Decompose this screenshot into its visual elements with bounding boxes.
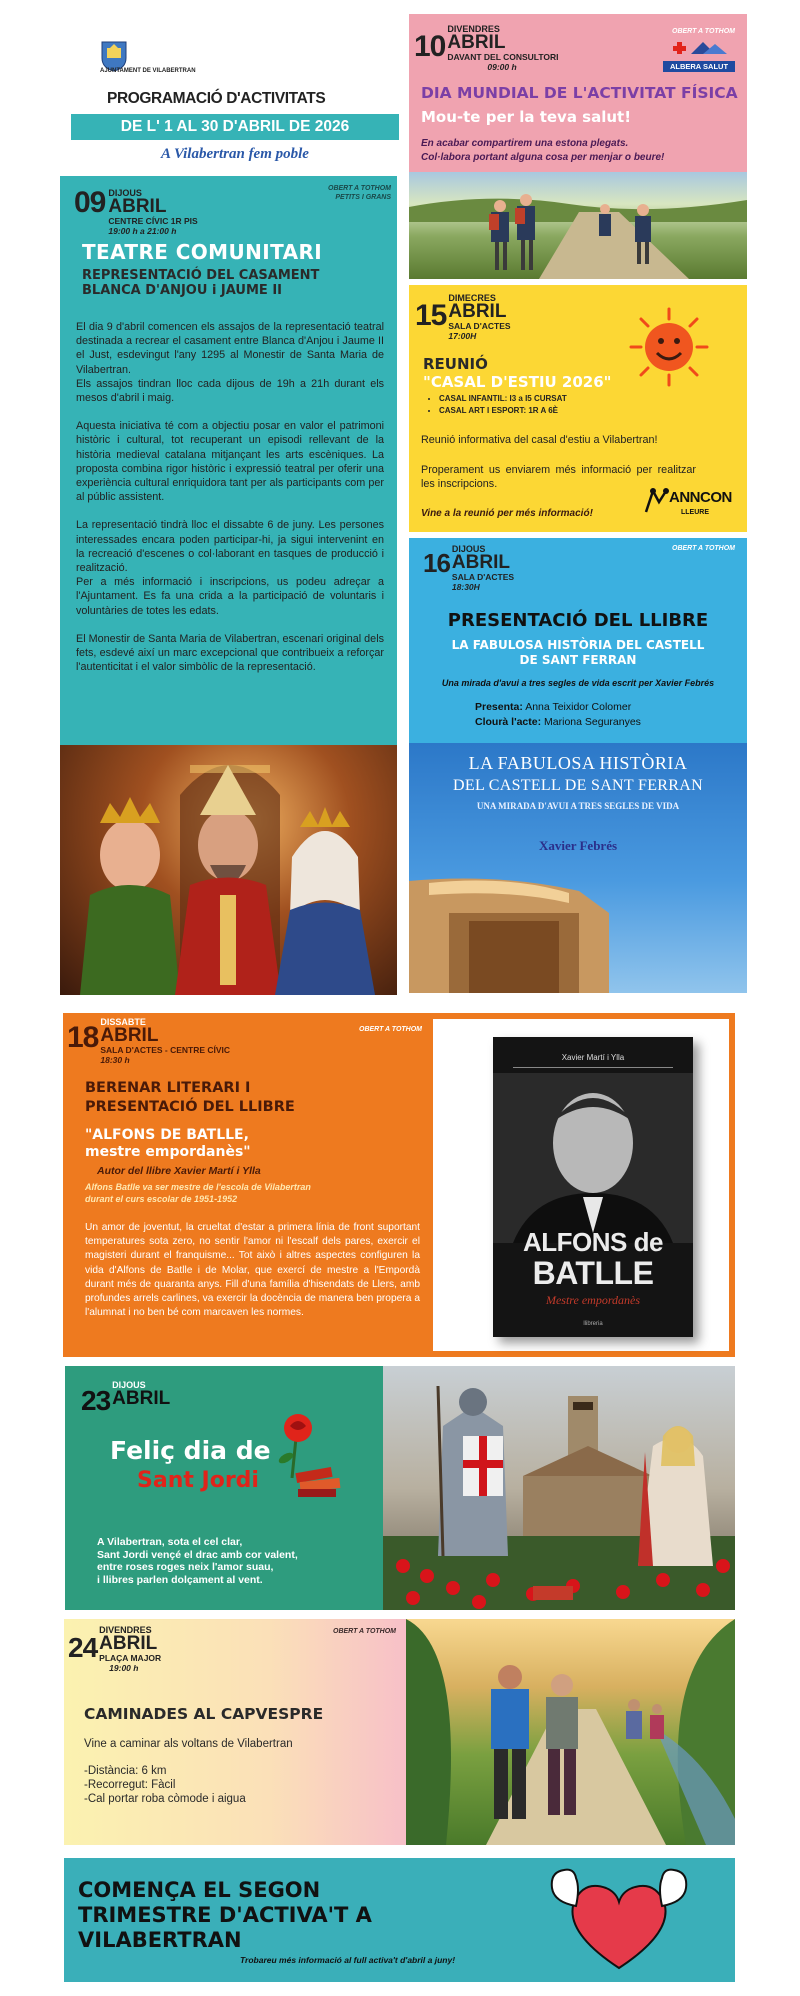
footer-note: Trobareu més informació al full activa't d'abril a juny! — [240, 1955, 456, 1965]
list-item: -Recorregut: Fàcil — [84, 1779, 176, 1791]
event-16-description: Una mirada d'avui a tres segles de vida escrit per Xavier Febrés — [441, 678, 715, 688]
event-23-month: ABRIL — [112, 1388, 171, 1409]
event-09-weekday: DIJOUS — [108, 188, 142, 198]
event-24-weekday: DIVENDRES — [99, 1625, 152, 1635]
event-10-title: DIA MUNDIAL DE L'ACTIVITAT FÍSICA — [421, 84, 738, 102]
event-10-weekday: DIVENDRES — [447, 24, 500, 34]
event-10-note-1: En acabar compartirem una estona plegats. — [421, 138, 629, 149]
event-10-audience: OBERT A TOTHOM — [672, 28, 735, 35]
event-24-place: PLAÇA MAJOR — [99, 1653, 162, 1663]
event-18-time: 18:30 h — [100, 1055, 130, 1065]
event-09-paragraph: Els assajos tindran lloc cada dijous de 19h a 21h durant els mesos d'abril i maig. — [76, 377, 384, 405]
event-16-weekday: DIJOUS — [451, 544, 486, 554]
event-09-day-number: 09 — [74, 186, 106, 219]
event-09-time: 19:00 h a 21:00 h — [108, 226, 177, 236]
event-18-note: Alfons Batlle va ser mestre de l'escola de Vilabertran durant el curs escolar de 1951-1952 — [85, 1182, 311, 1204]
slogan: A Vilabertran fem poble — [161, 146, 309, 162]
event-10-date — [414, 24, 559, 73]
event-23-subtitle: Sant Jordi — [137, 1468, 259, 1493]
event-10-place: DAVANT DEL CONSULTORI — [447, 52, 559, 62]
event-24-date — [68, 1625, 161, 1674]
event-24-month: ABRIL — [99, 1633, 158, 1654]
event-10-subtitle: Mou-te per la teva salut! — [421, 108, 632, 126]
rose-and-books-icon — [270, 1408, 350, 1498]
event-16-audience: OBERT A TOTHOM — [672, 545, 735, 552]
event-10-time: 09:00 h — [487, 62, 517, 72]
event-18-weekday: DISSABTE — [100, 1017, 146, 1027]
event-24-time: 19:00 h — [109, 1663, 139, 1673]
event-09-paragraph: Per a més informació i inscripcions, us podeu adreçar a l'Ajuntament. Es fa una crida a la participació de voluntaris i voluntàries de totes les edats. — [76, 576, 384, 617]
event-15-title: REUNIÓ — [423, 355, 488, 373]
event-15-text-1: Reunió informativa del casal d'estiu a Vilabertran! — [421, 434, 658, 446]
list-item: -Distància: 6 km — [84, 1765, 167, 1777]
event-23-weekday: DIJOUS — [112, 1380, 146, 1390]
event-18-title: BERENAR LITERARI I PRESENTACIÓ DEL LLIBRE — [85, 1080, 295, 1115]
event-16-place: SALA D'ACTES — [451, 572, 515, 582]
event-16-date — [423, 544, 514, 593]
event-16-subtitle: LA FABULOSA HISTÒRIA DEL CASTELL DE SANT FERRAN — [451, 638, 705, 667]
event-18-place: SALA D'ACTES - CENTRE CÍVIC — [100, 1045, 231, 1055]
event-18-month: ABRIL — [100, 1025, 159, 1046]
event-23-title: Feliç dia de — [110, 1436, 271, 1465]
event-10-day-number: 10 — [414, 30, 446, 63]
book-3d: Xavier Martí i Ylla ALFONS de BATLLE Mestre empordanès llibreria — [493, 1037, 693, 1337]
event-15-cta: Vine a la reunió per més informació! — [421, 508, 593, 519]
event-09-paragraph: El Monestir de Santa Maria de Vilabertran, escenari original dels fets, esdevé així un marc excepcional que contribueix a reforçar l'autenticitat i el valor simbòlic de la representació. — [76, 632, 384, 674]
event-18-card — [63, 1013, 735, 1357]
event-16-card — [409, 538, 747, 993]
anncon-lleure-logo: ANNCON LLEURE — [641, 487, 737, 527]
event-18-body: Un amor de joventut, la crueltat d'estar a primera línia de front suportant temperatures sota zero, no sentir l'amor ni l'escalf dels pares, exercir el magisteri durant el franquisme... Tot això i altres aspectes configuren la vida d'Alfons de Batlle i de Molar, que exercí de mestre a l'Empordà durant més de quaranta anys. Fill d'una família d'hisendats de Llers, amb profundes arrels carlines, va exercir la docència de manera ben propera a l'alumnat i no ben bé com marcaven les normes. — [85, 1222, 420, 1319]
list-item: • CASAL INFANTIL: I3 a I5 CURSAT — [439, 393, 567, 405]
event-15-date — [415, 293, 511, 342]
book-cover-alfons-de-batlle — [433, 1019, 729, 1351]
event-24-title: CAMINADES AL CAPVESPRE — [84, 1705, 324, 1723]
event-18-date — [67, 1017, 230, 1066]
event-09-audience: OBERT A TOTHOM PETITS I GRANS — [328, 185, 391, 201]
sant-jordi-image — [383, 1366, 735, 1610]
event-10-note-2: Col·labora portant alguna cosa per menjar o beure! — [421, 152, 665, 163]
event-24-card — [64, 1619, 406, 1845]
albera-salut-logo: ALBERA SALUT — [663, 40, 735, 66]
event-10-month: ABRIL — [447, 32, 506, 53]
date-range-banner: DE L' 1 AL 30 D'ABRIL DE 2026 — [71, 114, 399, 140]
event-16-time: 18:30H — [451, 582, 480, 592]
event-24-day-number: 24 — [68, 1632, 98, 1663]
page-title: PROGRAMACIÓ D'ACTIVITATS — [107, 90, 326, 107]
event-09-month: ABRIL — [108, 196, 167, 217]
event-23-day-number: 23 — [81, 1385, 111, 1416]
event-16-presenter: Presenta: Anna Teixidor Colomer Clourà l'acte: Mariona Seguranyes — [475, 701, 641, 728]
heart-muscle-icon — [544, 1862, 694, 1978]
book-cover-sant-ferran: LA FABULOSA HISTÒRIA DEL CASTELL DE SANT FERRAN UNA MIRADA D'AVUI A TRES SEGLES DE VIDA Xavier Febrés — [409, 743, 747, 993]
sun-smile-icon — [629, 307, 709, 387]
footer-banner — [64, 1858, 735, 1982]
event-09-paragraph: La representació tindrà lloc el dissabte 6 de juny. Les persones interessades encara poden participar-hi, ja sigui intervenint en la recreació d'escenes o col·laborant en tasques de producció i realització. — [76, 519, 384, 575]
event-18-author: Autor del llibre Xavier Martí i Ylla — [97, 1165, 261, 1177]
event-16-title: PRESENTACIÓ DEL LLIBRE — [447, 610, 709, 631]
event-10-card — [409, 14, 747, 172]
event-23-card — [65, 1366, 383, 1610]
event-15-month: ABRIL — [448, 301, 507, 322]
event-15-time: 17:00H — [448, 331, 477, 341]
event-24-details — [84, 1764, 246, 1806]
event-15-text-2: Properament us enviarem més informació per realitzar les inscripcions. — [421, 464, 696, 491]
event-15-card — [409, 285, 747, 532]
event-18-day-number: 18 — [67, 1021, 99, 1054]
event-16-month: ABRIL — [451, 552, 510, 573]
event-15-place: SALA D'ACTES — [448, 321, 511, 331]
list-item: -Cal portar roba còmode i aigua — [84, 1793, 246, 1805]
event-09-card — [60, 176, 397, 745]
event-16-day-number: 16 — [423, 548, 450, 578]
event-24-audience: OBERT A TOTHOM — [333, 1628, 396, 1635]
event-15-day-number: 15 — [415, 299, 447, 332]
royal-wedding-image — [60, 745, 397, 995]
event-09-place: CENTRE CÍVIC 1R PIS — [108, 216, 198, 226]
header — [60, 30, 410, 170]
event-15-weekday: DIMECRES — [448, 293, 496, 303]
event-15-subtitle: "CASAL D'ESTIU 2026" — [423, 373, 612, 391]
event-09-paragraph: El dia 9 d'abril comencen els assajos de la representació teatral destinada a recrear el casament entre Blanca d'Anjou i Jaume II el Just, esdevingut l'any 1295 al Monestir de Santa Maria de Vilabertran. — [76, 321, 384, 376]
event-18-audience: OBERT A TOTHOM — [359, 1026, 422, 1033]
walkers-photo — [406, 1619, 735, 1845]
event-09-date — [74, 188, 198, 237]
event-09-paragraph: Aquesta iniciativa té com a objectiu posar en valor el patrimoni històric i cultural, tot recuperant un episodi rellevant de la història medieval catalana mitjançant les arts escèniques. La proposta combina rigor històric i expressió teatral per oferir una experiència cultural enriquidora tant per als participants com per al públic assistent. — [76, 420, 384, 504]
event-15-list — [411, 393, 567, 417]
list-item: • CASAL ART I ESPORT: 1R A 6È — [439, 405, 567, 417]
council-name: AJUNTAMENT DE VILABERTRAN — [100, 68, 196, 74]
event-23-date — [81, 1380, 170, 1416]
footer-headline: COMENÇA EL SEGON TRIMESTRE D'ACTIVA'T A VILABERTRAN — [78, 1878, 372, 1952]
event-09-title: TEATRE COMUNITARI — [82, 240, 323, 264]
event-18-book-title: "ALFONS DE BATLLE, mestre empordanès" — [85, 1127, 251, 1160]
event-09-subtitle: REPRESENTACIÓ DEL CASAMENT BLANCA D'ANJOU i JAUME II — [82, 268, 320, 298]
hikers-photo — [409, 172, 747, 279]
event-23-poem: A Vilabertran, sota el cel clar, Sant Jordi vençé el drac amb cor valent, entre roses roges neix l'amor suau, i llibres parlen dolçament al vent. — [97, 1536, 298, 1586]
event-24-intro: Vine a caminar als voltans de Vilabertran — [84, 1738, 293, 1750]
event-09-body — [76, 320, 384, 674]
